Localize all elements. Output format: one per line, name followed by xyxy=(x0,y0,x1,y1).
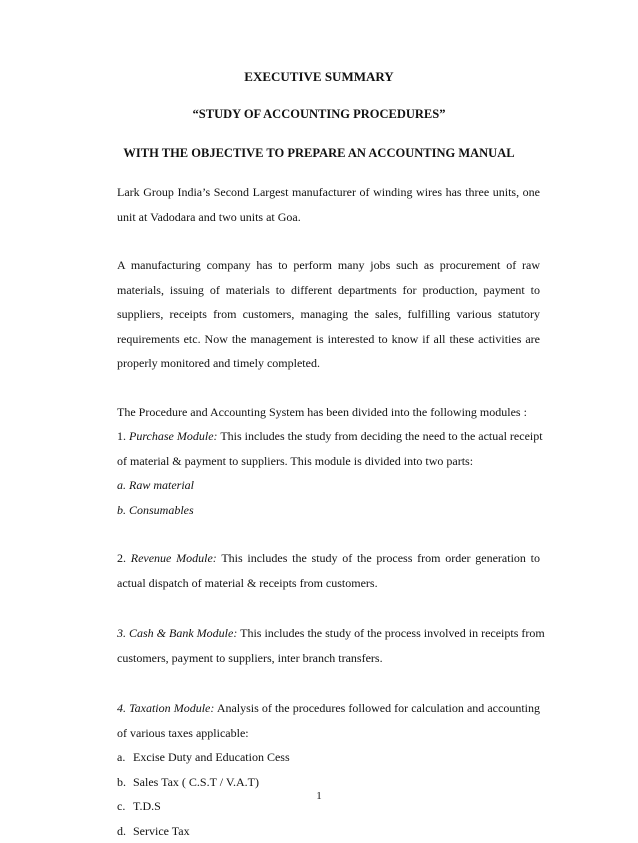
revenue-module xyxy=(117,546,540,595)
revenue-number: 2. xyxy=(117,551,126,565)
purchase-line-2: of material & payment to suppliers. This module is divided into two parts: xyxy=(117,449,540,474)
summary-body xyxy=(117,180,540,843)
manufacturing-paragraph xyxy=(117,253,540,376)
revenue-line-2: actual dispatch of material & receipts from customers. xyxy=(117,571,540,596)
cash-line-1: 3. Cash & Bank Module: This includes the study of the process involved in receipts from xyxy=(117,621,540,646)
page-title: EXECUTIVE SUMMARY xyxy=(0,69,638,85)
taxation-module-name: 4. Taxation Module: xyxy=(117,701,214,715)
study-subtitle: “STUDY OF ACCOUNTING PROCEDURES” xyxy=(0,107,638,122)
purchase-module-name: Purchase Module: xyxy=(129,429,218,443)
purchase-number: 1. xyxy=(117,429,126,443)
taxation-line-1: 4. Taxation Module: Analysis of the procedures followed for calculation and accounting xyxy=(117,696,540,721)
cash-module-name: 3. Cash & Bank Module: xyxy=(117,626,237,640)
tax-item: c. T.D.S xyxy=(117,794,540,819)
tax-item: a. Excise Duty and Education Cess xyxy=(117,745,540,770)
cash-module xyxy=(117,621,540,670)
revenue-line-1: 2. Revenue Module: This includes the study of the process from order generation to xyxy=(117,546,540,571)
taxation-module xyxy=(117,696,540,843)
purchase-module xyxy=(117,424,540,522)
objective-heading: WITH THE OBJECTIVE TO PREPARE AN ACCOUNTING MANUAL xyxy=(0,146,638,161)
intro-line: Lark Group India’s Second Largest manufacturer of winding wires has three units, one xyxy=(117,180,540,205)
manufacturing-line: suppliers, receipts from customers, managing the sales, fulfilling various statutory xyxy=(117,302,540,327)
tax-item: b. Sales Tax ( C.S.T / V.A.T) xyxy=(117,770,540,795)
intro-paragraph xyxy=(117,180,540,229)
purchase-part: a. Raw material xyxy=(117,473,540,498)
modules-intro: The Procedure and Accounting System has been divided into the following modules : xyxy=(117,400,540,425)
manufacturing-line: requirements etc. Now the management is interested to know if all these activities are xyxy=(117,327,540,352)
purchase-line-1: 1. Purchase Module: This includes the study from deciding the need to the actual receipt xyxy=(117,424,540,449)
cash-line-2: customers, payment to suppliers, inter branch transfers. xyxy=(117,646,540,671)
manufacturing-line: properly monitored and timely completed. xyxy=(117,351,540,376)
manufacturing-line: A manufacturing company has to perform many jobs such as procurement of raw xyxy=(117,253,540,278)
page-number: 1 xyxy=(0,790,638,802)
intro-line: unit at Vadodara and two units at Goa. xyxy=(117,205,540,230)
manufacturing-line: materials, issuing of materials to different departments for production, payment to xyxy=(117,278,540,303)
tax-item: d. Service Tax xyxy=(117,819,540,843)
taxation-line-2: of various taxes applicable: xyxy=(117,721,540,746)
purchase-part: b. Consumables xyxy=(117,498,540,523)
revenue-module-name: Revenue Module: xyxy=(131,551,217,565)
